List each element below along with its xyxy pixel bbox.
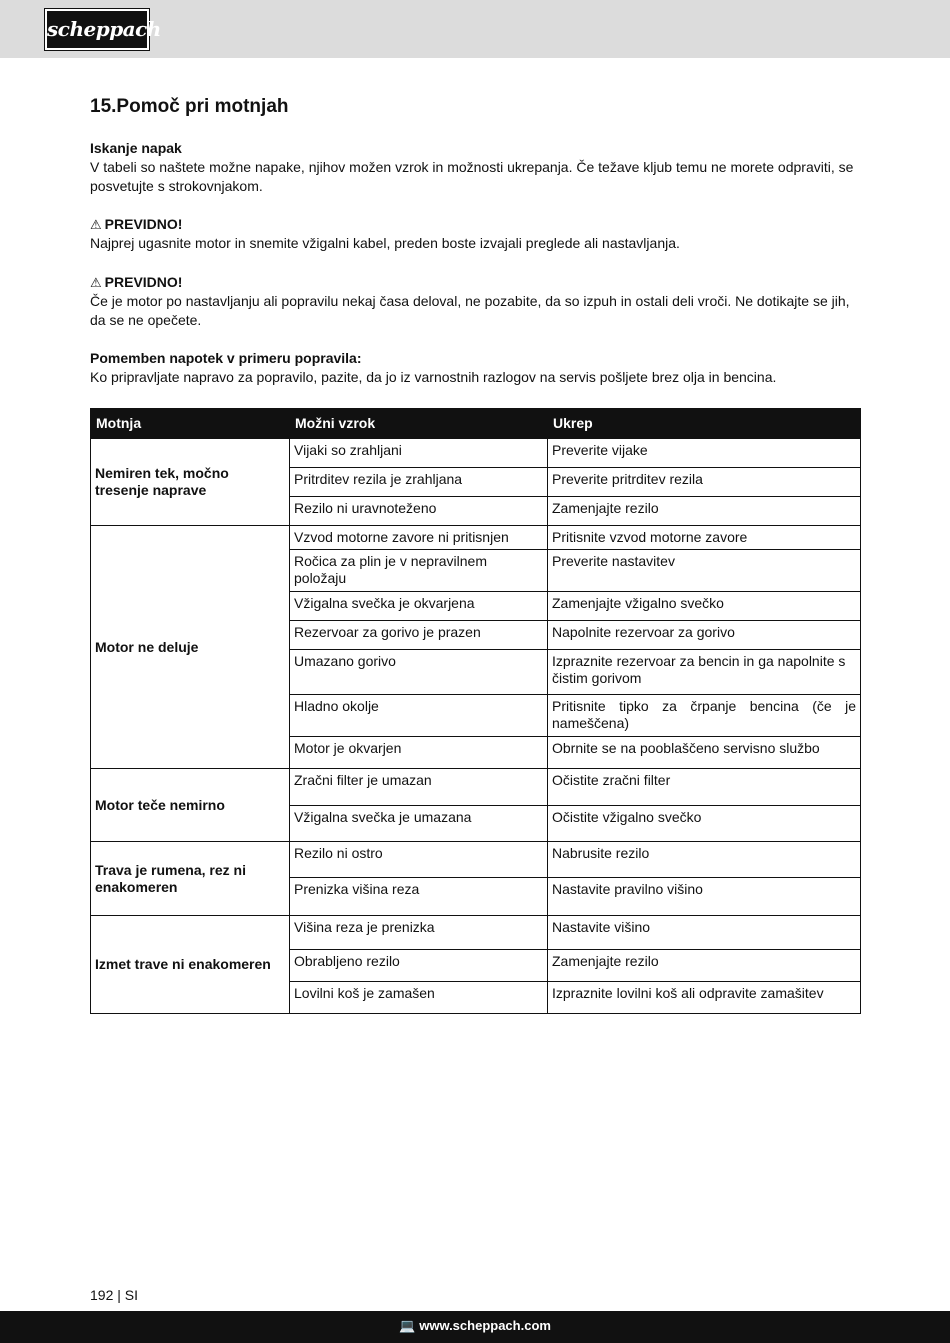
table-row bbox=[91, 769, 861, 806]
warning-heading: PREVIDNO! bbox=[104, 274, 183, 290]
cause-cell: Motor je okvarjen bbox=[290, 737, 548, 769]
column-header-fault: Motnja bbox=[91, 409, 290, 439]
remedy-cell: Obrnite se na pooblaščeno servisno službo bbox=[548, 737, 861, 769]
remedy-cell: Očistite zračni filter bbox=[548, 769, 861, 806]
table-header-row bbox=[91, 409, 861, 439]
repair-note-block bbox=[90, 349, 860, 387]
cause-cell: Vijaki so zrahljani bbox=[290, 439, 548, 468]
column-header-cause: Možni vzrok bbox=[290, 409, 548, 439]
cause-cell: Vžigalna svečka je umazana bbox=[290, 806, 548, 842]
warning-text: Najprej ugasnite motor in snemite vžigalni kabel, preden boste izvajali preglede ali nastavljanja. bbox=[90, 235, 680, 251]
cause-cell: Pritrditev rezila je zrahljana bbox=[290, 468, 548, 497]
cause-cell: Vžigalna svečka je okvarjena bbox=[290, 592, 548, 621]
intro-block bbox=[90, 139, 860, 196]
cause-cell: Rezervoar za gorivo je prazen bbox=[290, 621, 548, 650]
remedy-cell: Preverite nastavitev bbox=[548, 550, 861, 592]
remedy-cell: Preverite vijake bbox=[548, 439, 861, 468]
cause-cell: Vzvod motorne zavore ni pritisnjen bbox=[290, 526, 548, 550]
column-header-remedy: Ukrep bbox=[548, 409, 861, 439]
table-row bbox=[91, 916, 861, 950]
fault-cell: Trava je rumena, rez ni enakomeren bbox=[91, 842, 290, 916]
cause-cell: Zračni filter je umazan bbox=[290, 769, 548, 806]
remedy-cell: Izpraznite rezervoar za bencin in ga napolnite s čistim gorivom bbox=[548, 650, 861, 695]
section-title bbox=[90, 96, 289, 118]
intro-text: V tabeli so naštete možne napake, njihov možen vzrok in možnosti ukrepanja. Če težave kljub temu ne morete odpraviti, se posvetujte s strokovnjakom. bbox=[90, 159, 854, 194]
cause-cell: Prenizka višina reza bbox=[290, 878, 548, 916]
warning-block-2 bbox=[90, 273, 860, 330]
fault-cell: Motor teče nemirno bbox=[91, 769, 290, 842]
intro-heading: Iskanje napak bbox=[90, 140, 182, 156]
page-number: 192 | SI bbox=[90, 1287, 139, 1303]
remedy-cell: Napolnite rezervoar za gorivo bbox=[548, 621, 861, 650]
website-link[interactable]: www.scheppach.com bbox=[419, 1318, 551, 1333]
remedy-cell: Nastavite višino bbox=[548, 916, 861, 950]
remedy-cell: Pritisnite vzvod motorne zavore bbox=[548, 526, 861, 550]
cause-cell: Rezilo ni uravnoteženo bbox=[290, 497, 548, 526]
cause-cell: Lovilni koš je zamašen bbox=[290, 982, 548, 1014]
computer-icon: 💻 bbox=[399, 1318, 416, 1333]
warning-triangle-icon: ⚠ bbox=[90, 217, 102, 232]
remedy-cell: Preverite pritrditev rezila bbox=[548, 468, 861, 497]
fault-cell: Nemiren tek, močno tresenje naprave bbox=[91, 439, 290, 526]
remedy-cell: Zamenjajte rezilo bbox=[548, 950, 861, 982]
cause-cell: Rezilo ni ostro bbox=[290, 842, 548, 878]
warning-block-1 bbox=[90, 215, 860, 253]
cause-cell: Hladno okolje bbox=[290, 695, 548, 737]
section-title-text: Pomoč pri motnjah bbox=[116, 96, 289, 117]
scheppach-logo: scheppach bbox=[45, 9, 149, 50]
footer-bar bbox=[0, 1311, 950, 1343]
cause-cell: Ročica za plin je v nepravilnem položaju bbox=[290, 550, 548, 592]
warning-text: Če je motor po nastavljanju ali popravilu nekaj časa deloval, ne pozabite, da so izpuh in ostali deli vroči. Ne dotikajte se jih, da se ne opečete. bbox=[90, 293, 850, 328]
section-number: 15. bbox=[90, 96, 117, 117]
cause-cell: Obrabljeno rezilo bbox=[290, 950, 548, 982]
remedy-cell: Nabrusite rezilo bbox=[548, 842, 861, 878]
fault-cell: Izmet trave ni enakomeren bbox=[91, 916, 290, 1014]
fault-cell: Motor ne deluje bbox=[91, 526, 290, 769]
remedy-cell: Izpraznite lovilni koš ali odpravite zamašitev bbox=[548, 982, 861, 1014]
remedy-cell: Nastavite pravilno višino bbox=[548, 878, 861, 916]
cause-cell: Višina reza je prenizka bbox=[290, 916, 548, 950]
note-text: Ko pripravljate napravo za popravilo, pazite, da jo iz varnostnih razlogov na servis pošljete brez olja in bencina. bbox=[90, 369, 777, 385]
header-bar bbox=[0, 0, 950, 58]
table-row bbox=[91, 439, 861, 468]
remedy-cell: Očistite vžigalno svečko bbox=[548, 806, 861, 842]
troubleshooting-table bbox=[90, 408, 861, 1014]
warning-triangle-icon: ⚠ bbox=[90, 275, 102, 290]
table-row bbox=[91, 526, 861, 550]
warning-heading: PREVIDNO! bbox=[104, 216, 183, 232]
remedy-cell: Zamenjajte rezilo bbox=[548, 497, 861, 526]
remedy-cell: Pritisnite tipko za črpanje bencina (če je nameščena) bbox=[548, 695, 861, 737]
note-heading: Pomemben napotek v primeru popravila: bbox=[90, 350, 362, 366]
remedy-cell: Zamenjajte vžigalno svečko bbox=[548, 592, 861, 621]
cause-cell: Umazano gorivo bbox=[290, 650, 548, 695]
table-row bbox=[91, 842, 861, 878]
